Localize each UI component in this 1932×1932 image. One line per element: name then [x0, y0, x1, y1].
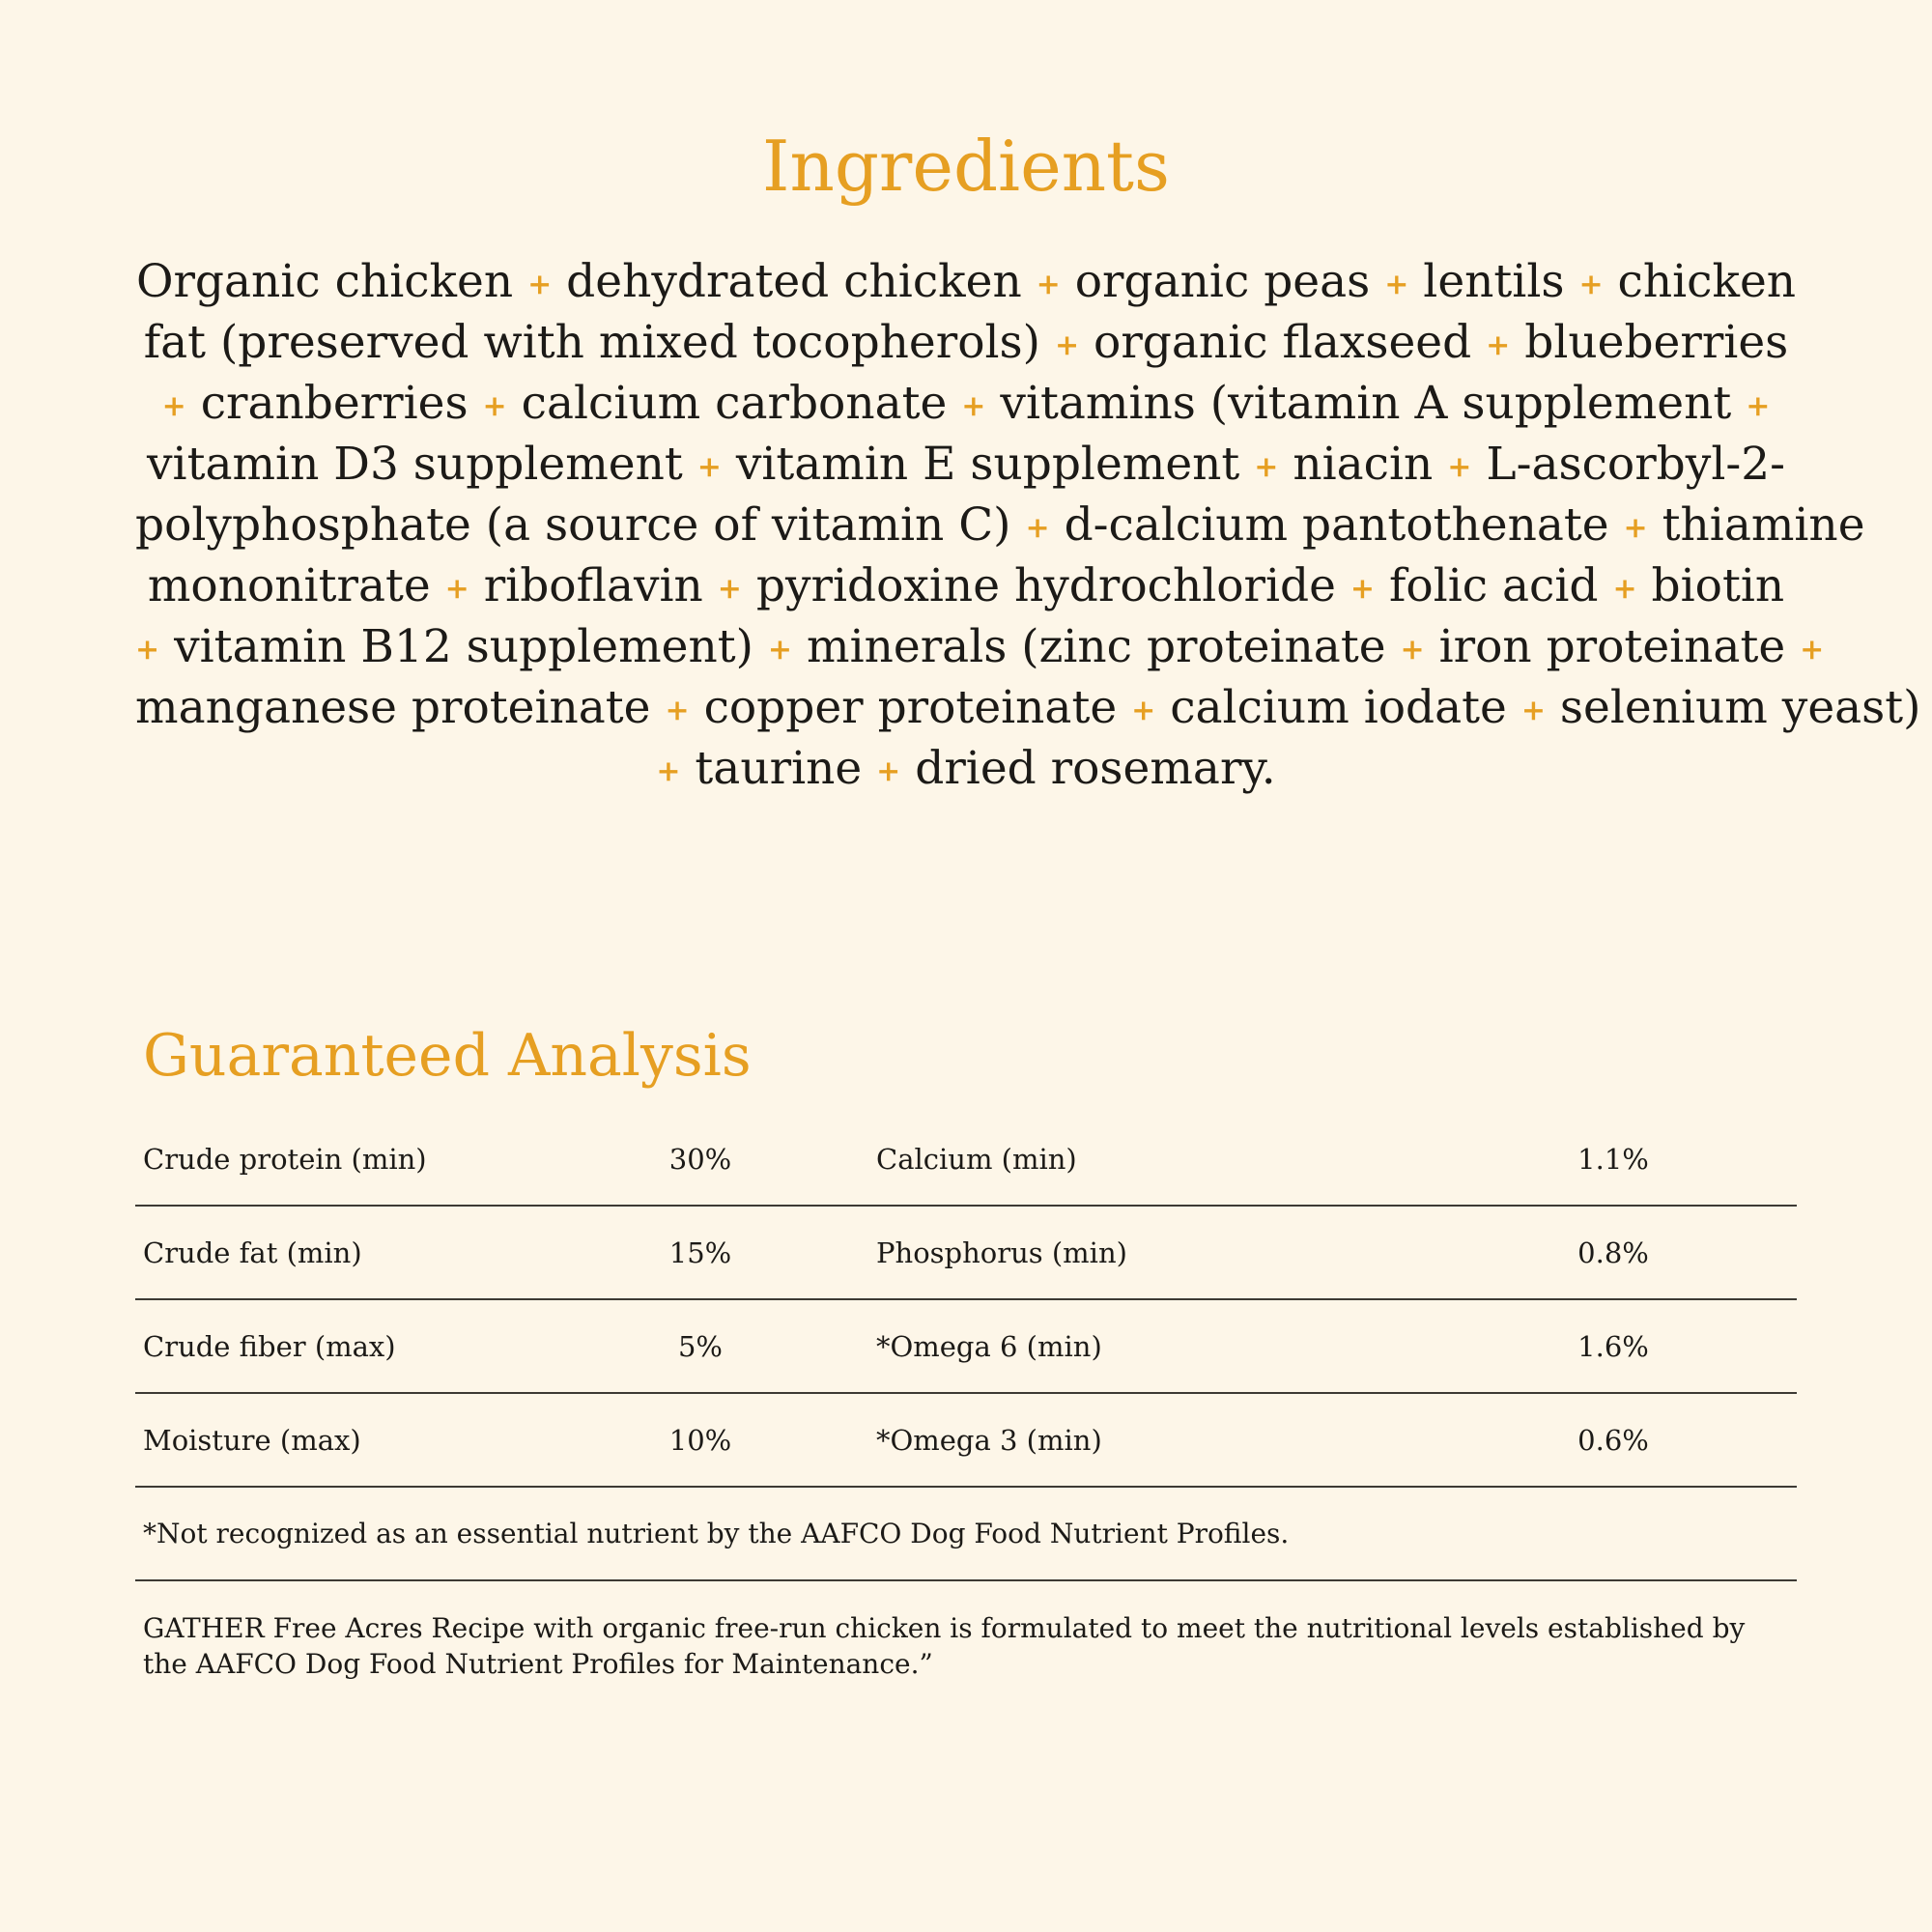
- ingredients-line: [135, 557, 1797, 618]
- plus-separator-icon: +: [665, 694, 690, 727]
- plus-separator-icon: +: [135, 633, 160, 667]
- plus-separator-icon: +: [1384, 268, 1409, 301]
- footnote-row: [135, 1488, 1797, 1581]
- ingredient-item: copper proteinate: [703, 681, 1118, 734]
- plus-separator-icon: +: [961, 389, 986, 423]
- nutrient-label: *Omega 6 (min): [876, 1330, 1102, 1363]
- plus-separator-icon: +: [1350, 572, 1376, 606]
- ingredient-item: vitamins (vitamin A supplement: [1000, 377, 1732, 430]
- ingredient-item: organic flaxseed: [1094, 316, 1472, 369]
- ingredient-item: organic peas: [1074, 255, 1371, 308]
- guaranteed-analysis-title: Guaranteed Analysis: [143, 1022, 752, 1090]
- plus-separator-icon: +: [1025, 511, 1050, 545]
- nutrient-label: Crude protein (min): [143, 1143, 427, 1176]
- ingredient-item: thiamine: [1662, 498, 1865, 552]
- ingredient-item: mononitrate: [147, 559, 431, 612]
- footnote: *Not recognized as an essential nutrient by the AAFCO Dog Food Nutrient Profiles.: [143, 1518, 1290, 1549]
- ingredients-line: [135, 618, 1825, 679]
- ingredient-item: L-ascorbyl-2-: [1486, 438, 1786, 491]
- nutrient-value: 1.6%: [1577, 1330, 1649, 1363]
- nutrient-value: 30%: [668, 1143, 732, 1176]
- plus-separator-icon: +: [1612, 572, 1637, 606]
- ingredients-line: [135, 375, 1797, 436]
- plus-separator-icon: +: [527, 268, 553, 301]
- plus-separator-icon: +: [1486, 328, 1511, 362]
- plus-separator-icon: +: [444, 572, 469, 606]
- nutrient-label: Phosphorus (min): [876, 1236, 1127, 1269]
- plus-separator-icon: +: [1623, 511, 1648, 545]
- ingredients-line: [135, 679, 1921, 740]
- ingredients-title: Ingredients: [762, 126, 1170, 207]
- plus-separator-icon: +: [1036, 268, 1061, 301]
- nutrient-label: *Omega 3 (min): [876, 1424, 1102, 1457]
- plus-separator-icon: +: [876, 754, 901, 788]
- ingredient-item: iron proteinate: [1438, 620, 1786, 673]
- ingredient-item: cranberries: [200, 377, 469, 430]
- ingredient-item: vitamin B12 supplement): [174, 620, 753, 673]
- ingredient-item: niacin: [1293, 438, 1434, 491]
- table-row: [135, 1113, 1797, 1207]
- plus-separator-icon: +: [1131, 694, 1156, 727]
- ingredient-item: calcium carbonate: [521, 377, 948, 430]
- plus-separator-icon: +: [1054, 328, 1080, 362]
- ingredient-item: biotin: [1651, 559, 1785, 612]
- table-row: [135, 1394, 1797, 1488]
- ingredients-line: [135, 497, 1865, 557]
- guaranteed-analysis-table: [135, 1113, 1797, 1682]
- ingredient-item: manganese proteinate: [135, 681, 651, 734]
- ingredient-item: selenium yeast): [1559, 681, 1921, 734]
- ingredients-line: [135, 436, 1797, 497]
- plus-separator-icon: +: [656, 754, 681, 788]
- plus-separator-icon: +: [696, 450, 722, 484]
- ingredient-item: blueberries: [1524, 316, 1789, 369]
- ingredient-item: vitamin E supplement: [735, 438, 1240, 491]
- nutrient-label: Moisture (max): [143, 1424, 361, 1457]
- plus-separator-icon: +: [1800, 633, 1825, 667]
- ingredients-line: [135, 253, 1797, 314]
- ingredient-item: minerals (zinc proteinate: [807, 620, 1386, 673]
- plus-separator-icon: +: [717, 572, 742, 606]
- ingredient-item: folic acid: [1389, 559, 1599, 612]
- ingredient-item: polyphosphate (a source of vitamin C): [135, 498, 1011, 552]
- nutrient-label: Crude fat (min): [143, 1236, 362, 1269]
- nutrient-value: 5%: [677, 1330, 723, 1363]
- ingredient-item: vitamin D3 supplement: [146, 438, 683, 491]
- ingredient-item: d-calcium pantothenate: [1064, 498, 1609, 552]
- ingredient-item: dried rosemary.: [915, 742, 1276, 795]
- nutrient-value: 0.8%: [1577, 1236, 1649, 1269]
- ingredient-item: lentils: [1423, 255, 1565, 308]
- nutrient-value: 1.1%: [1577, 1143, 1649, 1176]
- ingredient-item: Organic chicken: [135, 255, 514, 308]
- plus-separator-icon: +: [1254, 450, 1279, 484]
- plus-separator-icon: +: [1447, 450, 1472, 484]
- nutrient-value: 15%: [668, 1236, 732, 1269]
- table-row: [135, 1300, 1797, 1394]
- plus-separator-icon: +: [1400, 633, 1425, 667]
- ingredient-item: chicken: [1617, 255, 1797, 308]
- ingredients-list: [135, 253, 1921, 801]
- plus-separator-icon: +: [1578, 268, 1604, 301]
- nutrient-value: 10%: [668, 1424, 732, 1457]
- plus-separator-icon: +: [161, 389, 186, 423]
- plus-separator-icon: +: [1746, 389, 1771, 423]
- ingredients-line: [135, 314, 1797, 375]
- nutrient-value: 0.6%: [1577, 1424, 1649, 1457]
- ingredient-item: riboflavin: [483, 559, 703, 612]
- ingredient-item: pyridoxine hydrochloride: [755, 559, 1336, 612]
- nutrient-label: Crude fiber (max): [143, 1330, 396, 1363]
- plus-separator-icon: +: [1520, 694, 1546, 727]
- ingredient-item: taurine: [695, 742, 863, 795]
- ingredients-line: [135, 740, 1797, 801]
- plus-separator-icon: +: [482, 389, 507, 423]
- ingredient-item: calcium iodate: [1170, 681, 1507, 734]
- nutrient-label: Calcium (min): [876, 1143, 1077, 1176]
- aafco-statement: GATHER Free Acres Recipe with organic free-run chicken is formulated to meet the nutritional levels established by the AAFCO Dog Food Nutrient Profiles for Maintenance.”: [143, 1612, 1746, 1680]
- ingredient-item: dehydrated chicken: [566, 255, 1022, 308]
- plus-separator-icon: +: [767, 633, 793, 667]
- ingredient-item: fat (preserved with mixed tocopherols): [143, 316, 1040, 369]
- table-row: [135, 1207, 1797, 1300]
